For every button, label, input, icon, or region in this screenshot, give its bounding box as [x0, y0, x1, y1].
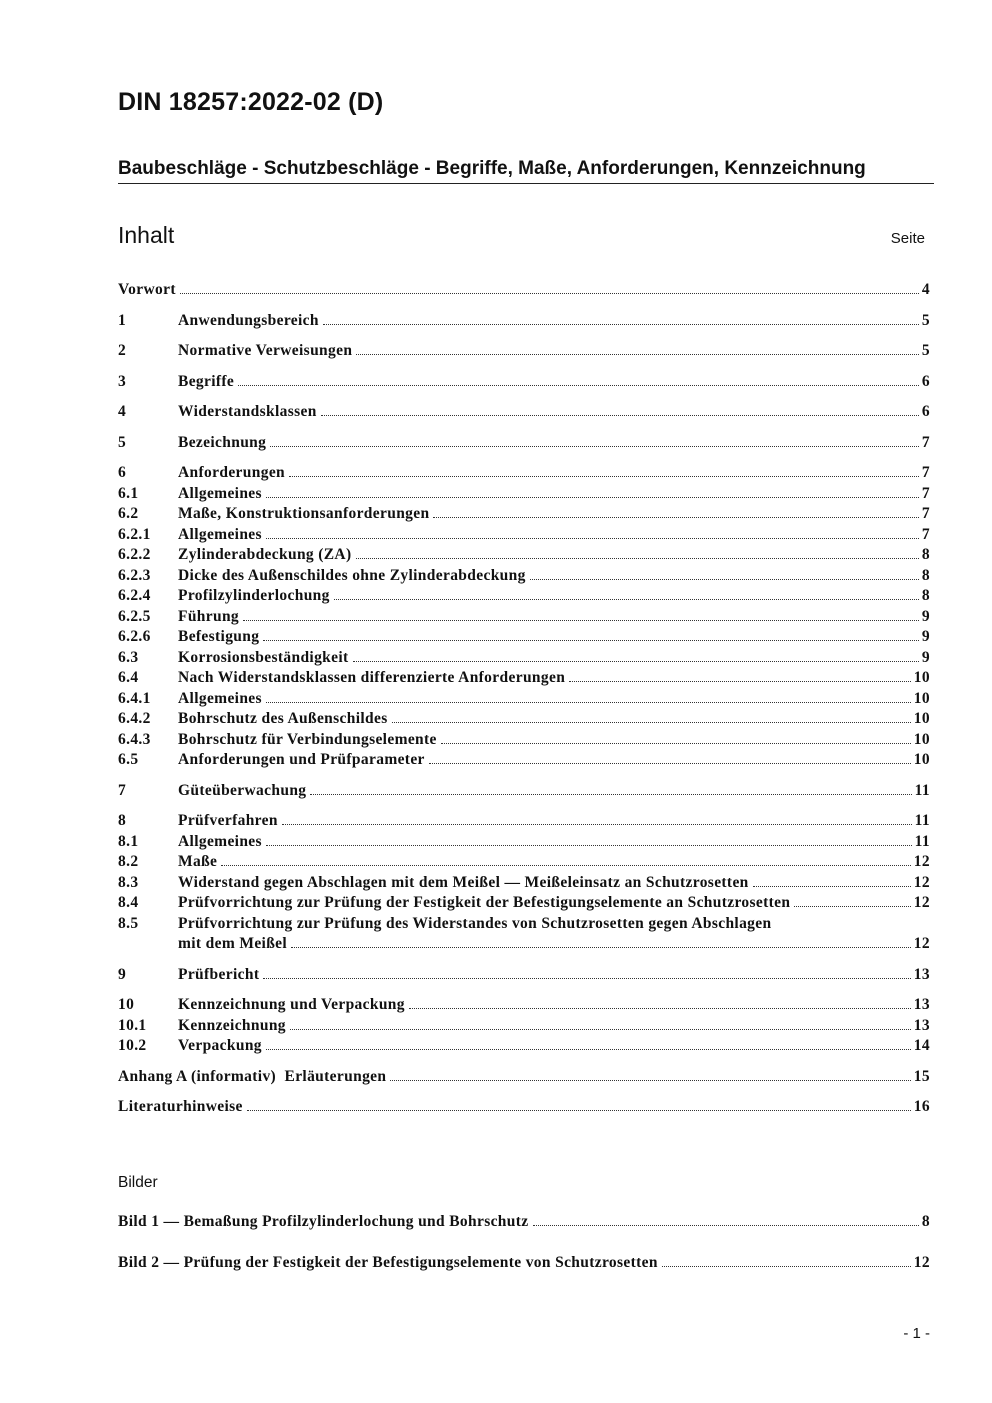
toc-entry-page: 6 [921, 403, 930, 420]
dot-leader [392, 722, 911, 723]
toc-entry[interactable] [118, 545, 930, 566]
toc-entry[interactable] [118, 873, 930, 894]
toc-entry-page: 9 [921, 607, 930, 625]
toc-entry-page: 13 [913, 996, 930, 1013]
toc-entry-page: 15 [913, 1067, 930, 1085]
toc-entry[interactable] [118, 311, 930, 332]
figure-entry-page: 8 [921, 1213, 930, 1230]
toc-entry-page: 11 [914, 781, 930, 799]
toc-entry-page: 8 [921, 587, 930, 604]
toc-entry-title: Prüfvorrichtung zur Prüfung des Widerstandes von Schutzrosetten gegen Abschlagen [178, 914, 772, 932]
toc-entry-line-1[interactable] [118, 914, 930, 935]
toc-entry[interactable] [118, 811, 930, 832]
toc-entry-title: Zylinderabdeckung (ZA) [178, 546, 352, 563]
toc-entry-page: 4 [921, 281, 930, 298]
figure-entry-2[interactable] [118, 1253, 930, 1274]
toc-entry-number: 6.4.1 [118, 689, 151, 707]
toc-entry-page: 8 [921, 546, 930, 563]
dot-leader [238, 385, 919, 386]
toc-entry-number: 7 [118, 781, 127, 799]
toc-entry[interactable] [118, 372, 930, 393]
toc-entry-number: 6.4.3 [118, 730, 151, 748]
dot-leader [266, 538, 919, 539]
toc-entry-page: 16 [913, 1098, 930, 1115]
toc-entry-number: 8.2 [118, 853, 139, 870]
toc-heading: Inhalt [118, 222, 175, 248]
list-of-figures [118, 1212, 930, 1293]
page-number: - 1 - [903, 1325, 930, 1342]
toc-entry-page: 11 [914, 832, 930, 850]
toc-entry-page: 12 [913, 853, 930, 870]
toc-entry-number: 2 [118, 342, 127, 359]
toc-entry-title: Widerstand gegen Abschlagen mit dem Meißel — Meißeleinsatz an Schutzrosetten [178, 873, 749, 891]
dot-leader [794, 906, 910, 907]
toc-entry-page: 5 [921, 311, 930, 329]
dot-leader [266, 1049, 911, 1050]
toc-entry[interactable] [118, 484, 930, 505]
toc-entry[interactable] [118, 402, 930, 423]
figure-entry-title: Bild 2 — Prüfung der Festigkeit der Befestigungselemente von Schutzrosetten [118, 1253, 658, 1271]
toc-entry-number: 6.2.4 [118, 587, 151, 604]
toc-entry-page: 12 [913, 873, 930, 891]
toc-entry[interactable] [118, 586, 930, 607]
toc-entry-page: 7 [921, 464, 930, 481]
toc-entry-vorwort[interactable] [118, 280, 930, 301]
toc-entry-title: Prüfverfahren [178, 812, 278, 829]
toc-entry-number: 8.3 [118, 873, 139, 891]
toc-entry[interactable] [118, 730, 930, 751]
toc-entry-title: Allgemeines [178, 484, 262, 502]
dot-leader [290, 1029, 911, 1030]
dot-leader [429, 763, 911, 764]
toc-entry-title: Kennzeichnung [178, 1016, 286, 1034]
figure-entry-page: 12 [913, 1253, 930, 1271]
toc-entry-number: 9 [118, 965, 127, 983]
dot-leader [753, 886, 911, 887]
toc-entry-title: Prüfvorrichtung zur Prüfung der Festigkeit der Befestigungselemente an Schutzrosetten [178, 894, 791, 911]
dot-leader [310, 794, 911, 795]
dot-leader [289, 476, 919, 477]
dot-leader [266, 702, 911, 703]
toc-entry-title: Prüfbericht [178, 965, 260, 983]
toc-entry-number: 10.2 [118, 1037, 147, 1054]
dot-leader [321, 415, 919, 416]
document-subtitle: Baubeschläge - Schutzbeschläge - Begriffe, Maße, Anforderungen, Kennzeichnung [118, 158, 934, 184]
dot-leader [433, 517, 918, 518]
toc-entry-page: 8 [921, 566, 930, 584]
toc-entry-line-2[interactable] [118, 934, 930, 955]
figure-entry-1[interactable] [118, 1212, 930, 1233]
toc-entry-number: 8.1 [118, 832, 139, 850]
dot-leader [266, 497, 919, 498]
toc-entry-page: 11 [914, 812, 930, 829]
toc-entry-number: 6.2.6 [118, 628, 151, 645]
toc-entry-page: 10 [913, 689, 930, 707]
toc-entry-page: 7 [921, 505, 930, 522]
dot-leader [263, 978, 910, 979]
toc-entry-title: Normative Verweisungen [178, 342, 353, 359]
dot-leader [270, 446, 919, 447]
figures-heading: Bilder [118, 1174, 158, 1191]
toc-entry-title: Begriffe [178, 372, 235, 390]
page-column-label: Seite [890, 230, 925, 247]
toc-entry-title: Bohrschutz für Verbindungselemente [178, 730, 437, 748]
toc-entry-title: Befestigung [178, 628, 260, 645]
dot-leader [409, 1008, 911, 1009]
toc-entry[interactable] [118, 463, 930, 484]
toc-entry-title: Maße [178, 853, 218, 870]
toc-entry-number: 6.3 [118, 648, 139, 666]
toc-entry-number: 6.1 [118, 484, 139, 502]
toc-entry-page: 10 [913, 710, 930, 727]
toc-entry-number: 8.5 [118, 914, 139, 932]
toc-entry-number: 10.1 [118, 1016, 147, 1034]
dot-leader [266, 845, 912, 846]
toc-entry[interactable] [118, 965, 930, 986]
toc-entry[interactable] [118, 832, 930, 853]
toc-entry-title: Allgemeines [178, 525, 262, 543]
toc-entry[interactable] [118, 648, 930, 669]
toc-entry-number: 8 [118, 812, 127, 829]
toc-entry-number: 1 [118, 311, 127, 329]
dot-leader [390, 1080, 910, 1081]
toc-entry[interactable] [118, 893, 930, 914]
toc-entry-title: Allgemeines [178, 689, 262, 707]
toc-entry[interactable] [118, 852, 930, 873]
toc-entry-number: 10 [118, 996, 135, 1013]
toc-entry-number: 3 [118, 372, 127, 390]
dot-leader [291, 947, 911, 948]
toc-entry-page: 13 [913, 1016, 930, 1034]
toc-entry[interactable] [118, 627, 930, 648]
toc-entry-page: 13 [913, 965, 930, 983]
dot-leader [533, 1225, 919, 1226]
toc-entry[interactable] [118, 709, 930, 730]
toc-entry[interactable] [118, 995, 930, 1016]
toc-entry-title: Anforderungen [178, 464, 286, 481]
toc-entry-title: Anforderungen und Prüfparameter [178, 751, 425, 768]
toc-entry-title: Profilzylinderlochung [178, 587, 330, 604]
toc-entry-title: Anhang A (informativ) Erläuterungen [118, 1067, 387, 1085]
toc-entry-number: 8.4 [118, 894, 139, 911]
toc-entry-page: 6 [921, 372, 930, 390]
toc-entry-page: 7 [921, 433, 930, 451]
toc-entry-bibliography[interactable] [118, 1097, 930, 1118]
dot-leader [334, 599, 919, 600]
toc-entry-title: Widerstandsklassen [178, 403, 317, 420]
toc-entry-title: Bezeichnung [178, 433, 267, 451]
dot-leader [356, 354, 919, 355]
toc-entry-page: 9 [921, 648, 930, 666]
document-id: DIN 18257:2022-02 (D) [118, 88, 384, 116]
toc-entry-number: 6.4 [118, 669, 139, 686]
toc-entry-number: 6.2.1 [118, 525, 151, 543]
toc-entry-page: 9 [921, 628, 930, 645]
toc-entry[interactable] [118, 566, 930, 587]
toc-entry-page: 10 [913, 751, 930, 768]
dot-leader [247, 1110, 911, 1111]
toc-entry-number: 4 [118, 403, 127, 420]
dot-leader [353, 661, 919, 662]
toc-entry-number: 6.2 [118, 505, 139, 522]
toc-entry-page: 10 [913, 669, 930, 686]
dot-leader [569, 681, 911, 682]
toc-entry-title: Korrosionsbeständigkeit [178, 648, 349, 666]
toc-entry-page: 5 [921, 342, 930, 359]
toc-entry-number: 6.2.3 [118, 566, 151, 584]
toc-entry-page: 7 [921, 484, 930, 502]
dot-leader [263, 640, 919, 641]
toc-entry-page: 7 [921, 525, 930, 543]
toc-entry-page: 14 [913, 1037, 930, 1054]
dot-leader [530, 579, 919, 580]
toc-entry-title: Kennzeichnung und Verpackung [178, 996, 405, 1013]
figure-entry-title: Bild 1 — Bemaßung Profilzylinderlochung und Bohrschutz [118, 1213, 529, 1230]
toc-entry-title: Güteüberwachung [178, 781, 307, 799]
toc-entry-title: Nach Widerstandsklassen differenzierte Anforderungen [178, 669, 566, 686]
toc-entry-title: Anwendungsbereich [178, 311, 319, 329]
toc-entry-title: Führung [178, 607, 240, 625]
toc-entry-title: Dicke des Außenschildes ohne Zylinderabdeckung [178, 566, 526, 584]
toc-entry[interactable] [118, 504, 930, 525]
toc-entry-title: Literaturhinweise [118, 1098, 243, 1115]
toc-entry-title: Allgemeines [178, 832, 262, 850]
dot-leader [662, 1266, 911, 1267]
dot-leader [323, 324, 919, 325]
toc-entry[interactable] [118, 433, 930, 454]
toc-entry-number: 5 [118, 433, 127, 451]
toc-entry[interactable] [118, 341, 930, 362]
toc-entry-page: 12 [913, 894, 930, 911]
toc-entry-page: 12 [913, 935, 930, 952]
toc-entry[interactable] [118, 750, 930, 771]
dot-leader [441, 743, 911, 744]
table-of-contents [118, 280, 930, 1118]
dot-leader [221, 865, 911, 866]
toc-entry[interactable] [118, 525, 930, 546]
toc-entry-number: 6.4.2 [118, 710, 151, 727]
toc-entry[interactable] [118, 1036, 930, 1057]
dot-leader [243, 620, 919, 621]
toc-entry-title: Maße, Konstruktionsanforderungen [178, 505, 430, 522]
dot-leader [180, 293, 919, 294]
toc-entry-number: 6.2.2 [118, 546, 151, 563]
toc-entry-number: 6.5 [118, 751, 139, 768]
toc-entry[interactable] [118, 668, 930, 689]
dot-leader [282, 824, 912, 825]
toc-entry-page: 10 [913, 730, 930, 748]
toc-entry-number: 6 [118, 464, 127, 481]
toc-entry[interactable] [118, 607, 930, 628]
toc-entry-title: Verpackung [178, 1037, 262, 1054]
toc-entry[interactable] [118, 781, 930, 802]
dot-leader [356, 558, 919, 559]
toc-entry-title: Bohrschutz des Außenschildes [178, 710, 388, 727]
toc-entry[interactable] [118, 689, 930, 710]
toc-entry-number: 6.2.5 [118, 607, 151, 625]
toc-entry-title: Vorwort [118, 281, 176, 298]
toc-entry[interactable] [118, 1016, 930, 1037]
toc-entry-annex-a[interactable] [118, 1067, 930, 1088]
toc-entry-title-continued: mit dem Meißel [178, 935, 288, 952]
